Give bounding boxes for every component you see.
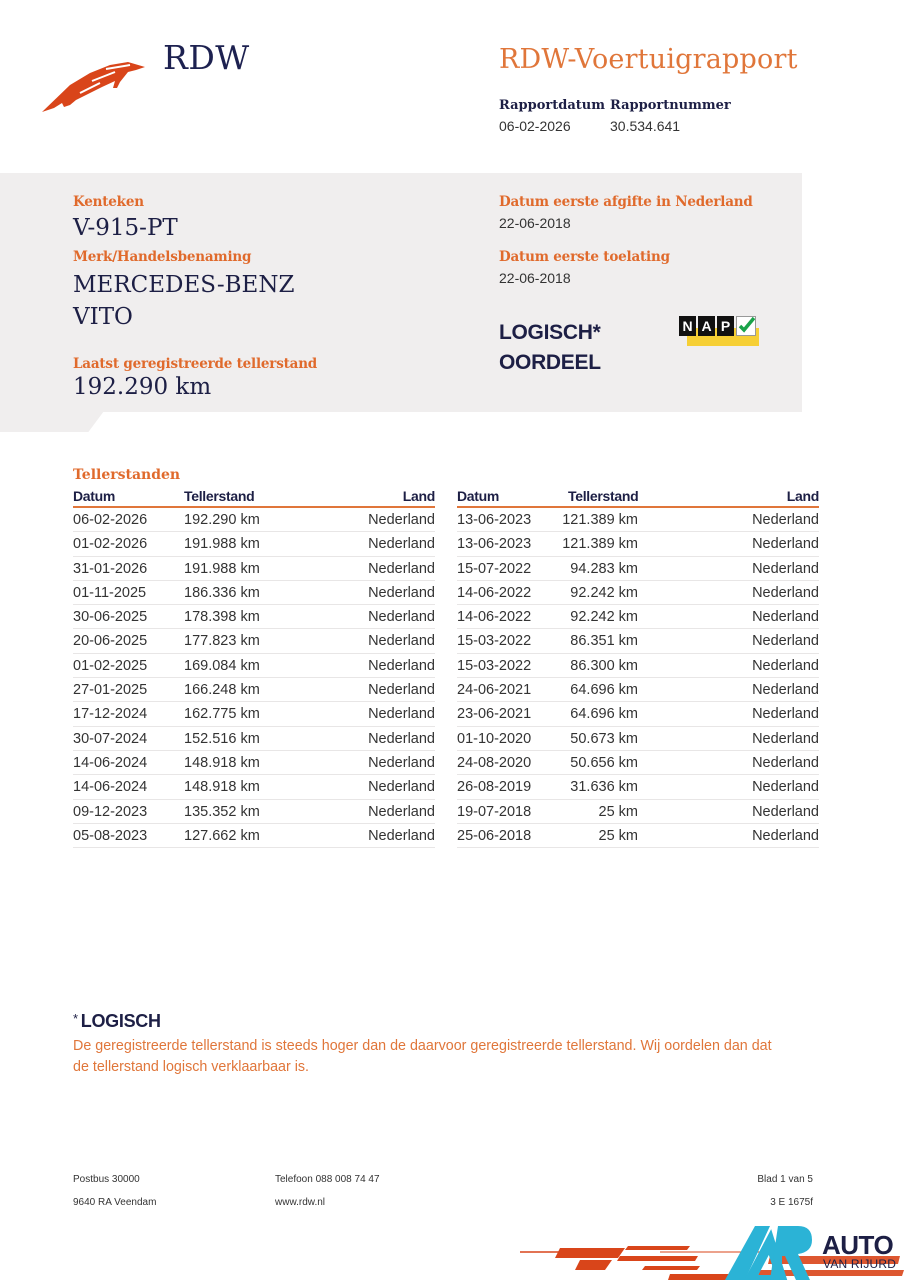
footnote-title	[73, 1011, 161, 1032]
table-row	[457, 629, 819, 653]
table-row	[457, 800, 819, 824]
table-row	[73, 800, 435, 824]
nap-letter-a: A	[698, 316, 715, 336]
col-date: Datum	[73, 488, 116, 504]
row-country: Nederland	[752, 682, 819, 699]
row-country: Nederland	[368, 560, 435, 577]
table-row	[457, 654, 819, 678]
row-date: 09-12-2023	[73, 803, 148, 820]
table-row	[73, 775, 435, 799]
row-date: 01-02-2026	[73, 536, 148, 553]
row-date: 06-02-2026	[73, 512, 148, 528]
row-date: 14-06-2022	[457, 609, 532, 626]
table-row	[73, 751, 435, 775]
row-country: Nederland	[752, 584, 819, 601]
row-country: Nederland	[752, 706, 819, 723]
table-row	[457, 751, 819, 775]
table-row	[73, 532, 435, 556]
first-admission-value: 22-06-2018	[499, 270, 571, 286]
row-country: Nederland	[752, 512, 819, 528]
row-date: 24-06-2021	[457, 682, 532, 699]
row-reading: 25 km	[598, 803, 638, 820]
watermark-brand-line2: VAN RIJURD	[823, 1257, 897, 1271]
row-date: 30-06-2025	[73, 609, 148, 626]
odometer-section-title: Tellerstanden	[73, 467, 181, 483]
col-country: Land	[786, 488, 819, 504]
row-country: Nederland	[368, 512, 435, 528]
row-date: 20-06-2025	[73, 633, 148, 650]
row-country: Nederland	[368, 754, 435, 771]
footer-address-2: 9640 RA Veendam	[73, 1197, 157, 1208]
table-row	[73, 678, 435, 702]
row-country: Nederland	[368, 803, 435, 820]
table-row	[73, 654, 435, 678]
row-country: Nederland	[368, 633, 435, 650]
table-row	[457, 824, 819, 848]
footnote-star: *	[73, 1011, 78, 1026]
footnote-text: De geregistreerde tellerstand is steeds hoger dan de daarvoor geregistreerde tellerstand. Wij oordelen dan dat de tellerstand logisch verklaarbaar is.	[73, 1038, 772, 1075]
col-date: Datum	[457, 488, 500, 504]
row-date: 15-03-2022	[457, 633, 532, 650]
table-row	[457, 557, 819, 581]
footer-code: 3 E 1675f	[770, 1197, 813, 1208]
row-reading: 92.242 km	[570, 584, 638, 601]
row-country: Nederland	[752, 633, 819, 650]
table-row	[73, 508, 435, 532]
table-row	[457, 775, 819, 799]
row-date: 23-06-2021	[457, 706, 532, 723]
row-date: 17-12-2024	[73, 706, 148, 723]
row-reading: 94.283 km	[570, 560, 638, 577]
row-country: Nederland	[752, 754, 819, 771]
logo-text: RDW	[163, 38, 250, 77]
make-value: MERCEDES-BENZ	[73, 272, 295, 298]
row-date: 14-06-2024	[73, 779, 148, 796]
row-date: 15-03-2022	[457, 657, 532, 674]
row-reading: 25 km	[598, 827, 638, 844]
row-date: 25-06-2018	[457, 827, 532, 844]
table-row	[73, 727, 435, 751]
table-row	[73, 581, 435, 605]
row-date: 31-01-2026	[73, 560, 148, 577]
row-reading: 148.918 km	[184, 754, 260, 771]
col-reading: Tellerstand	[568, 488, 639, 504]
table-row	[73, 557, 435, 581]
nap-letter-n: N	[679, 316, 696, 336]
checkmark-icon	[736, 316, 756, 336]
footer-phone: Telefoon 088 008 74 47	[275, 1174, 380, 1185]
footer-address-1: Postbus 30000	[73, 1174, 140, 1185]
table-row	[457, 532, 819, 556]
footnote-title-text: LOGISCH	[80, 1011, 161, 1031]
footer-website[interactable]: www.rdw.nl	[275, 1197, 326, 1208]
table-row	[457, 678, 819, 702]
row-reading: 31.636 km	[570, 779, 638, 796]
nap-letter-p: P	[717, 316, 734, 336]
odometer-label: Laatst geregistreerde tellerstand	[73, 356, 318, 372]
row-country: Nederland	[368, 779, 435, 796]
row-country: Nederland	[368, 609, 435, 626]
row-date: 27-01-2025	[73, 682, 148, 699]
table-row	[457, 581, 819, 605]
row-reading: 186.336 km	[184, 584, 260, 601]
row-country: Nederland	[368, 657, 435, 674]
row-country: Nederland	[368, 730, 435, 747]
row-date: 13-06-2023	[457, 512, 532, 528]
model-value: VITO	[73, 304, 133, 330]
table-row	[73, 629, 435, 653]
row-country: Nederland	[368, 584, 435, 601]
table-row	[457, 702, 819, 726]
row-country: Nederland	[752, 560, 819, 577]
row-country: Nederland	[752, 827, 819, 844]
plate-value: V-915-PT	[73, 215, 178, 241]
row-reading: 169.084 km	[184, 657, 260, 674]
col-country: Land	[402, 488, 435, 504]
row-reading: 148.918 km	[184, 779, 260, 796]
row-country: Nederland	[752, 779, 819, 796]
nap-badge	[679, 316, 761, 348]
rdw-logo	[40, 55, 150, 115]
plate-label: Kenteken	[73, 194, 144, 210]
verdict-line2: OORDEEL	[499, 351, 601, 374]
row-reading: 121.389 km	[562, 536, 638, 553]
row-reading: 191.988 km	[184, 536, 260, 553]
verdict-line1: LOGISCH*	[499, 321, 601, 344]
first-issue-nl-label: Datum eerste afgifte in Nederland	[499, 194, 753, 210]
col-reading: Tellerstand	[184, 488, 255, 504]
row-reading: 192.290 km	[184, 512, 260, 528]
row-date: 19-07-2018	[457, 803, 532, 820]
row-reading: 121.389 km	[562, 512, 638, 528]
row-country: Nederland	[752, 609, 819, 626]
table-header	[457, 488, 819, 508]
first-issue-nl-value: 22-06-2018	[499, 215, 571, 231]
report-date: 06-02-2026	[499, 118, 571, 134]
odometer-value: 192.290 km	[73, 374, 212, 400]
row-date: 05-08-2023	[73, 827, 148, 844]
report-number: 30.534.641	[610, 118, 681, 134]
row-reading: 162.775 km	[184, 706, 260, 723]
row-reading: 64.696 km	[570, 706, 638, 723]
row-reading: 177.823 km	[184, 633, 260, 650]
row-date: 30-07-2024	[73, 730, 148, 747]
row-country: Nederland	[368, 827, 435, 844]
row-date: 13-06-2023	[457, 536, 532, 553]
report-title: RDW-Voertuigrapport	[499, 44, 798, 75]
table-row	[73, 605, 435, 629]
table-header	[73, 488, 435, 508]
row-reading: 191.988 km	[184, 560, 260, 577]
first-admission-label: Datum eerste toelating	[499, 249, 670, 265]
row-reading: 64.696 km	[570, 682, 638, 699]
row-date: 26-08-2019	[457, 779, 532, 796]
panel-notch	[0, 411, 104, 432]
row-date: 14-06-2024	[73, 754, 148, 771]
dealer-watermark	[520, 1222, 904, 1280]
table-row	[73, 702, 435, 726]
row-reading: 178.398 km	[184, 609, 260, 626]
row-country: Nederland	[752, 803, 819, 820]
row-country: Nederland	[752, 536, 819, 553]
row-country: Nederland	[368, 682, 435, 699]
row-reading: 86.351 km	[570, 633, 638, 650]
report-date-label: Rapportdatum	[499, 98, 605, 113]
row-date: 15-07-2022	[457, 560, 532, 577]
row-reading: 50.673 km	[570, 730, 638, 747]
row-country: Nederland	[752, 730, 819, 747]
make-label: Merk/Handelsbenaming	[73, 249, 252, 265]
row-reading: 86.300 km	[570, 657, 638, 674]
row-reading: 92.242 km	[570, 609, 638, 626]
table-row	[457, 508, 819, 532]
row-reading: 127.662 km	[184, 827, 260, 844]
row-reading: 50.656 km	[570, 754, 638, 771]
table-row	[457, 605, 819, 629]
report-number-label: Rapportnummer	[610, 98, 731, 113]
verdict	[499, 318, 601, 378]
row-reading: 166.248 km	[184, 682, 260, 699]
row-date: 01-02-2025	[73, 657, 148, 674]
table-row	[73, 824, 435, 848]
row-country: Nederland	[752, 657, 819, 674]
feather-logo-icon	[40, 55, 150, 115]
odometer-table-left	[73, 488, 435, 848]
table-row	[457, 727, 819, 751]
row-reading: 135.352 km	[184, 803, 260, 820]
row-reading: 152.516 km	[184, 730, 260, 747]
row-country: Nederland	[368, 536, 435, 553]
row-date: 01-10-2020	[457, 730, 532, 747]
row-date: 24-08-2020	[457, 754, 532, 771]
footer-page: Blad 1 van 5	[757, 1174, 813, 1185]
watermark-brand-line1: AUTO	[822, 1230, 894, 1260]
odometer-table-right	[457, 488, 819, 848]
row-country: Nederland	[368, 706, 435, 723]
row-date: 01-11-2025	[73, 584, 147, 601]
row-date: 14-06-2022	[457, 584, 532, 601]
